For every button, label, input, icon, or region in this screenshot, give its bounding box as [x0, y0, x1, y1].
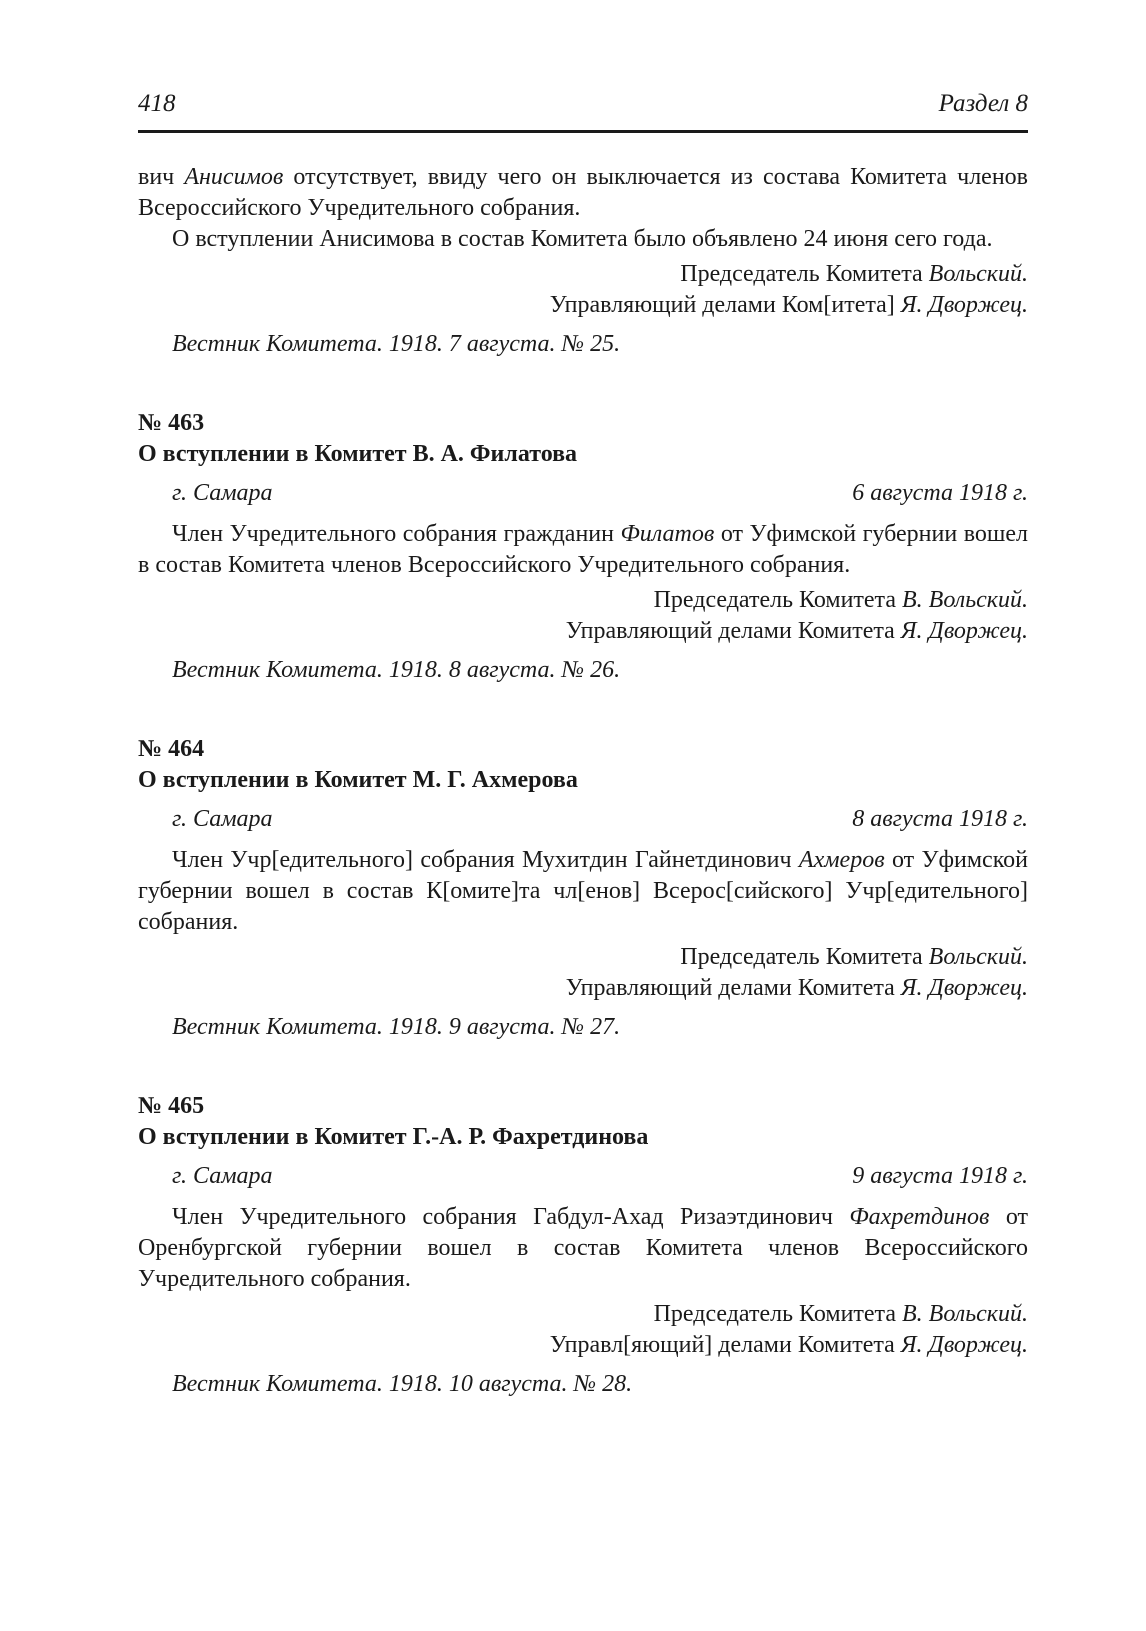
- signature-manager: Управл[яющий] делами Комитета Я. Дворжец.: [549, 1332, 1028, 1358]
- document-date: 8 августа 1918 г.: [852, 806, 1028, 832]
- intro-paragraph: вич Анисимов отсутствует, ввиду чего он выключается из состава Комитета членов Всероссийского Учредительного собрания.: [138, 164, 1029, 221]
- intro-paragraph-2: О вступлении Анисимова в состав Комитета было объявлено 24 июня сего года.: [172, 226, 993, 252]
- source-citation: Вестник Комитета. 1918. 9 августа. № 27.: [172, 1014, 621, 1040]
- document-entry: [138, 1091, 1028, 1400]
- signature-chairman: Председатель Комитета В. Вольский.: [653, 587, 1028, 613]
- place-date-line: [138, 1161, 1028, 1192]
- source-citation: Вестник Комитета. 1918. 8 августа. № 26.: [172, 657, 621, 683]
- document-title: О вступлении в Комитет В. А. Филатова: [138, 441, 578, 467]
- document-place: г. Самара: [172, 806, 273, 832]
- document-date: 9 августа 1918 г.: [852, 1163, 1028, 1189]
- document-date: 6 августа 1918 г.: [852, 480, 1028, 506]
- document-title: О вступлении в Комитет Г.-А. Р. Фахретдинова: [138, 1124, 649, 1150]
- signature-chairman: Председатель Комитета Вольский.: [680, 944, 1028, 970]
- running-header: [138, 90, 1028, 122]
- source-citation: Вестник Комитета. 1918. 10 августа. № 28.: [172, 1371, 633, 1397]
- section-title: Раздел 8: [938, 90, 1028, 117]
- document-number: № 465: [138, 1093, 205, 1119]
- signature-chairman: Председатель Комитета В. Вольский.: [653, 1301, 1028, 1327]
- source-citation: Вестник Комитета. 1918. 7 августа. № 25.: [172, 331, 621, 357]
- signature-manager: Управляющий делами Комитета Я. Дворжец.: [565, 975, 1028, 1001]
- page-number: 418: [138, 90, 176, 117]
- document-place: г. Самара: [172, 480, 273, 506]
- document-place: г. Самара: [172, 1163, 273, 1189]
- document-text: Член Учр[едительного] собрания Мухитдин Гайнетдинович Ахмеров от Уфимской губернии вошел в состав К[омите]та чл[енов] Всерос[сийского] Учр[едительного] собрания.: [138, 847, 1028, 935]
- place-date-line: [138, 804, 1028, 835]
- document-text: Член Учредительного собрания Габдул-Ахад Ризаэтдинович Фахретдинов от Оренбургской губернии вошел в состав Комитета членов Всероссийского Учредительного собрания.: [138, 1204, 1029, 1292]
- document-title: О вступлении в Комитет М. Г. Ахмерова: [138, 767, 578, 793]
- signature-chairman: Председатель Комитета Вольский.: [680, 261, 1028, 287]
- place-date-line: [138, 478, 1028, 509]
- document-entry: [138, 408, 1028, 686]
- document-number: № 463: [138, 410, 205, 436]
- header-rule: [138, 130, 1028, 133]
- document-entry: [138, 734, 1028, 1043]
- document-text: Член Учредительного собрания гражданин Филатов от Уфимской губернии вошел в состав Комитета членов Всероссийского Учредительного собрания.: [138, 521, 1028, 578]
- signature-manager: Управляющий делами Комитета Я. Дворжец.: [565, 618, 1028, 644]
- page-body: [138, 162, 1028, 1400]
- document-number: № 464: [138, 736, 205, 762]
- signature-manager: Управляющий делами Ком[итета] Я. Дворжец.: [549, 292, 1028, 318]
